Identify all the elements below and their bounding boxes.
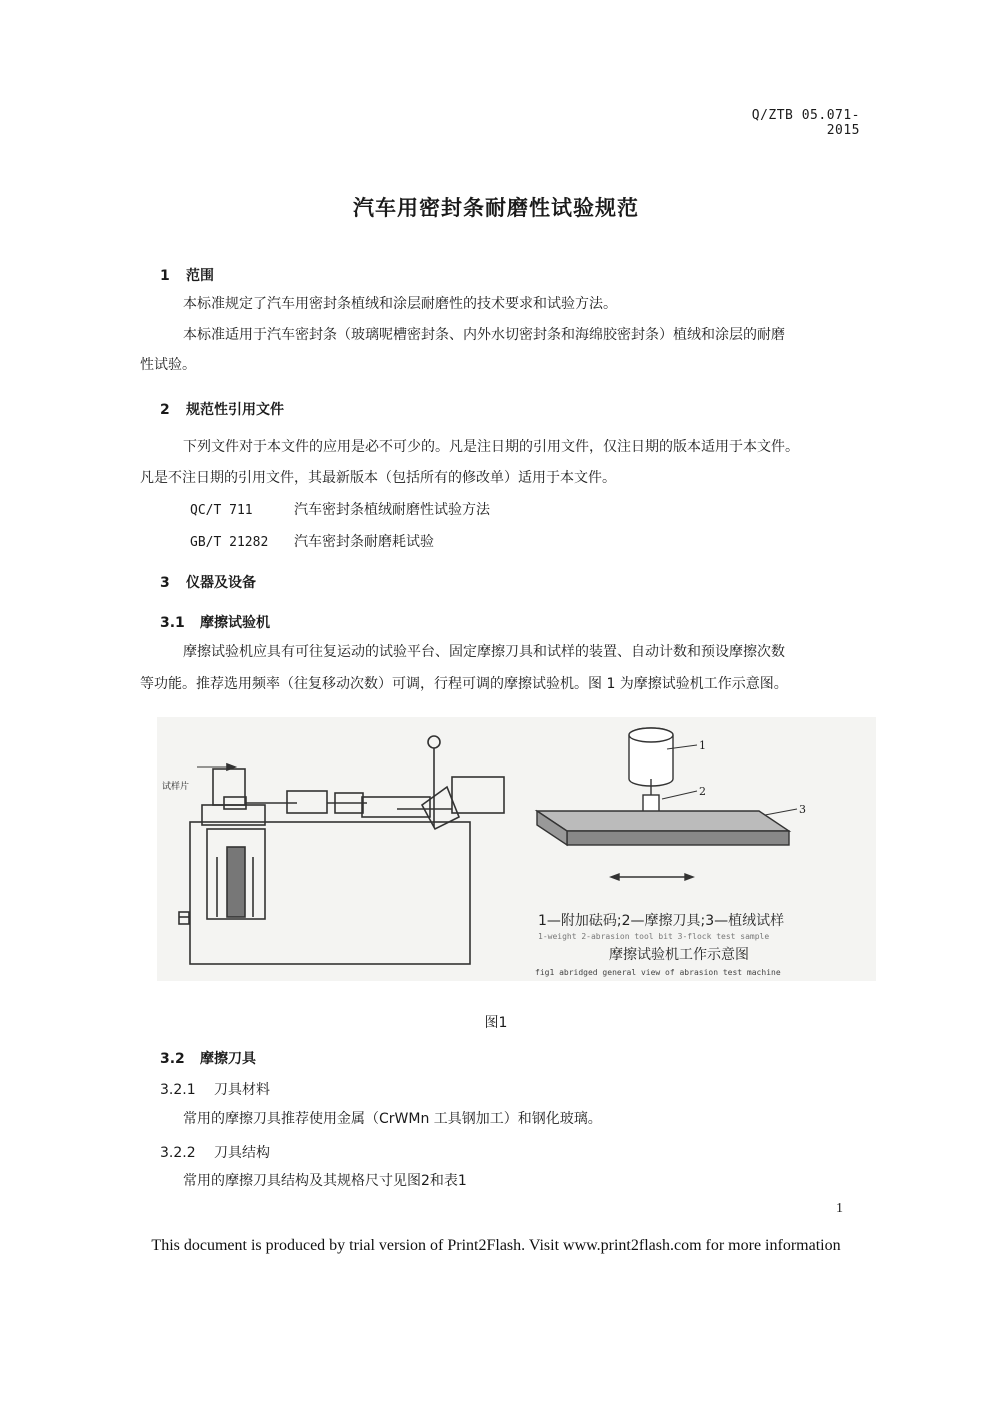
paragraph: 常用的摩擦刀具推荐使用金属（CrWMn 工具钢加工）和钢化玻璃。 [183,1111,602,1127]
paragraph: 性试验。 [140,357,196,373]
callout-3: 3 [799,803,806,816]
page-title: 汽车用密封条耐磨性试验规范 [353,196,639,220]
document-code: Q/ZTB 05.071-2015 [751,108,860,138]
figure-legend-cn: 1—附加砝码;2—摩擦刀具;3—植绒试样 [538,913,785,929]
reference-code: QC/T 711 [190,503,253,518]
abrasion-machine-diagram [157,717,876,981]
trial-footer: This document is produced by trial version of Print2Flash. Visit www.print2flash.com for more information [151,1237,841,1254]
section-number: 2 [160,402,170,418]
reference-name: 汽车密封条耐磨耗试验 [294,534,434,550]
paragraph: 等功能。推荐选用频率（往复移动次数）可调，行程可调的摩擦试验机。图 1 为摩擦试验机工作示意图。 [140,676,788,692]
section-3-2-1-heading [160,1079,270,1099]
reference-item [190,527,434,558]
paragraph: 本标准规定了汽车用密封条植绒和涂层耐磨性的技术要求和试验方法。 [183,296,617,312]
figure-title-en: fig1 abridged general view of abrasion test machine [535,968,781,977]
section-2-heading [160,399,284,419]
section-3-2-heading [160,1048,256,1068]
section-3-1-heading [160,612,270,632]
section-title: 规范性引用文件 [186,402,284,418]
paragraph: 常用的摩擦刀具结构及其规格尺寸见图2和表1 [183,1173,467,1189]
section-1-heading [160,265,214,285]
section-number: 3.1 [160,615,185,631]
section-number: 3 [160,575,170,591]
page-number: 1 [836,1201,843,1216]
sample-label: 试样片 [162,782,190,792]
reference-name: 汽车密封条植绒耐磨性试验方法 [294,502,490,518]
figure-1-image [157,717,876,981]
section-3-heading [160,572,256,592]
paragraph: 凡是不注日期的引用文件，其最新版本（包括所有的修改单）适用于本文件。 [140,470,616,486]
section-title: 摩擦试验机 [200,615,270,631]
section-3-2-2-heading [160,1142,270,1162]
section-number: 3.2.1 [160,1082,196,1098]
section-number: 3.2.2 [160,1145,196,1161]
section-number: 3.2 [160,1051,185,1067]
section-title: 摩擦刀具 [200,1051,256,1067]
figure-caption: 图1 [484,1015,508,1031]
paragraph: 下列文件对于本文件的应用是必不可少的。凡是注日期的引用文件，仅注日期的版本适用于本文件。 [183,439,799,455]
callout-1: 1 [699,739,706,752]
paragraph: 本标准适用于汽车密封条（玻璃呢槽密封条、内外水切密封条和海绵胶密封条）植绒和涂层的耐磨 [183,327,785,343]
callout-2: 2 [699,785,706,798]
section-title: 仪器及设备 [186,575,256,591]
figure-legend-en: 1-weight 2-abrasion tool bit 3-flock test sample [538,932,770,941]
section-title: 刀具材料 [214,1082,270,1098]
reference-code: GB/T 21282 [190,535,269,550]
figure-title-cn: 摩擦试验机工作示意图 [609,947,749,963]
section-number: 1 [160,268,170,284]
section-title: 范围 [186,268,214,284]
paragraph: 摩擦试验机应具有可往复运动的试验平台、固定摩擦刀具和试样的装置、自动计数和预设摩擦次数 [183,644,785,660]
section-title: 刀具结构 [214,1145,270,1161]
reference-item [190,495,490,526]
